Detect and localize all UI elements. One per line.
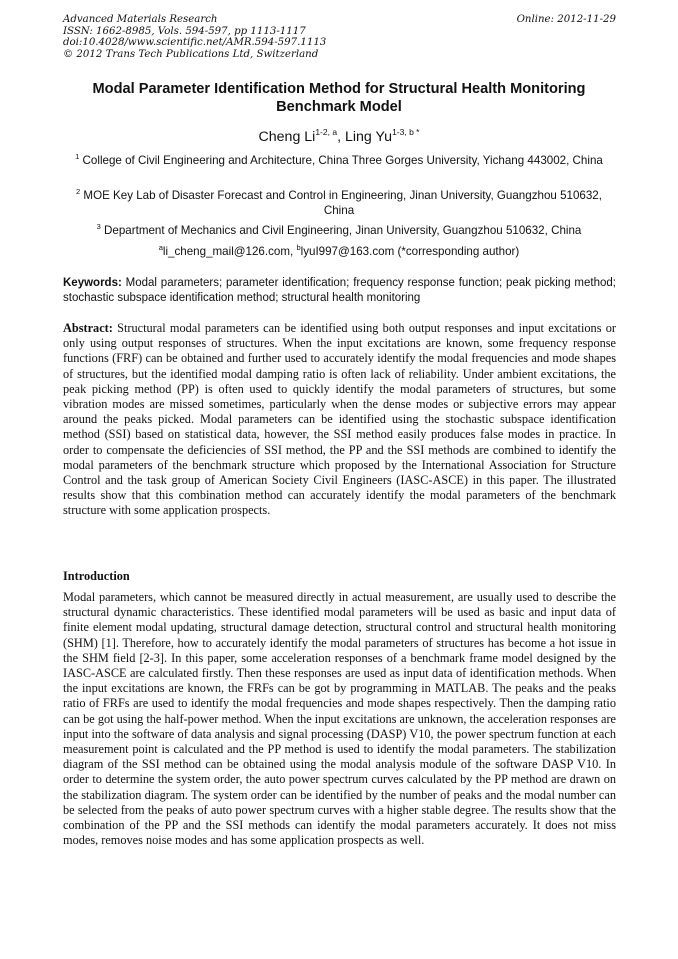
online-date: Online: 2012-11-29 — [516, 14, 616, 25]
affiliation-1-text: College of Civil Engineering and Architecture, China Three Gorges University, Yichang 443002, China — [82, 154, 603, 167]
keywords-paragraph — [63, 276, 616, 306]
author-1-name: Cheng Li — [258, 129, 316, 145]
email-b-sup: b — [296, 243, 301, 252]
author-line — [60, 123, 618, 146]
introduction-paragraph: Modal parameters, which cannot be measured directly in actual measurement, are usually used to describe the structural dynamic characteristics. These identified modal parameters will be used as basic and input data of finite element modal updating, structural damage detection, structural control and structural health monitoring (SHM) [1]. Therefore, how to accurately identify the modal parameters of structures has become a hot issue in the SHM field [2-3]. In this paper, some acceleration responses of a benchmark frame model designed by the IASC-ASCE are calculated firstly. Then these responses are used as input data of identification methods. When the input excitations are known, the FRFs can be got by programming in MATLAB. The peaks and the peaks ratio of FRFs are used to identify the modal frequencies and mode shapes respectively. Then the damping ratio can be got using the half-power method. When the input excitations are unknown, the acceleration responses are input into the software of data analysis and signal processing (DASP) V10, the power spectrum function at each measurement point is calculated and the PP method is used to identify the modal parameters. The stabilization diagram of the SSI method can be obtained using the modal analysis module of the software DASP V10. In order to determine the system order, the auto power spectrum curves calculated by the PP method are drawn on the stabilization diagram. The system order can be identified by the number of peaks and the modal number can be selected from the peaks of auto power spectrum curves with a higher stable degree. The results show that the combination of the PP and the SSI methods can identify the modal parameters accurately. It does not miss modes, removes noise modes and has some application prospects as well. — [63, 590, 616, 848]
author-emails — [64, 240, 614, 259]
email-b: lyuI997@163.com (*corresponding author) — [300, 245, 520, 258]
keywords-text: Modal parameters; parameter identification; frequency response function; peak picking method; stochastic subspace identification method; structural health monitoring — [63, 277, 616, 304]
journal-name: Advanced Materials Research — [63, 14, 218, 25]
abstract-text: Structural modal parameters can be identified using both output responses and input excitations or only using output responses of structures. When the input excitations are known, some frequency response functions (FRF) can be obtained and further used to accurately identify the modal frequencies and mode shapes of structures, but the identified modal damping ratio is often lack of reliability. Under ambient excitations, the peak picking method (PP) is often used to quickly identify the modal parameters of structures, but some vibration modes are missed sometimes, particularly when the dense modes or subjective errors may appear around the peaks picked. Modal parameters can be identified using the stochastic subspace identification method (SSI) based on statistical data, however, the SSI method easily produces false modes in practice. In order to compensate the deficiencies of SSI method, the PP and the SSI methods are combined to identify the modal parameters of the benchmark structure which proposed by the International Association for Structure Control and the task group of American Society Civil Engineers (IASC-ASCE) in this paper. The illustrated results show that this combination method can accurately identify the modal parameters of the benchmark structure with some application prospects. — [63, 321, 616, 518]
author-2-sup: 1-3, b * — [392, 127, 420, 137]
affiliation-2-sup: 2 — [76, 187, 81, 196]
introduction-heading: Introduction — [63, 569, 130, 583]
journal-copyright: © 2012 Trans Tech Publications Ltd, Switzerland — [63, 48, 319, 60]
author-separator: , — [337, 129, 345, 145]
abstract-label: Abstract: — [63, 321, 113, 335]
paper-title: Modal Parameter Identification Method for Structural Health Monitoring Benchmark Model — [92, 81, 586, 116]
journal-issn: ISSN: 1662-8985, Vols. 594-597, pp 1113-1117 — [63, 25, 306, 37]
affiliation-3 — [64, 219, 614, 238]
journal-doi: doi:10.4028/www.scientific.net/AMR.594-597.1113 — [63, 37, 327, 49]
affiliation-3-sup: 3 — [96, 222, 101, 231]
abstract-paragraph — [63, 321, 616, 519]
email-a: li_cheng_mail@126.com, — [162, 245, 297, 258]
affiliation-1 — [64, 149, 614, 168]
keywords-label: Keywords: — [63, 277, 122, 289]
affiliation-2-text: MOE Key Lab of Disaster Forecast and Control in Engineering, Jinan University, Guangzhou 510632, China — [83, 189, 602, 217]
affiliation-2 — [64, 184, 614, 218]
author-1-sup: 1-2, a — [315, 127, 338, 137]
email-a-sup: a — [158, 243, 163, 252]
author-2-name: Ling Yu — [344, 129, 393, 145]
journal-header — [63, 14, 616, 60]
affiliation-1-sup: 1 — [75, 152, 80, 161]
affiliation-3-text: Department of Mechanics and Civil Engineering, Jinan University, Guangzhou 510632, China — [104, 224, 582, 237]
